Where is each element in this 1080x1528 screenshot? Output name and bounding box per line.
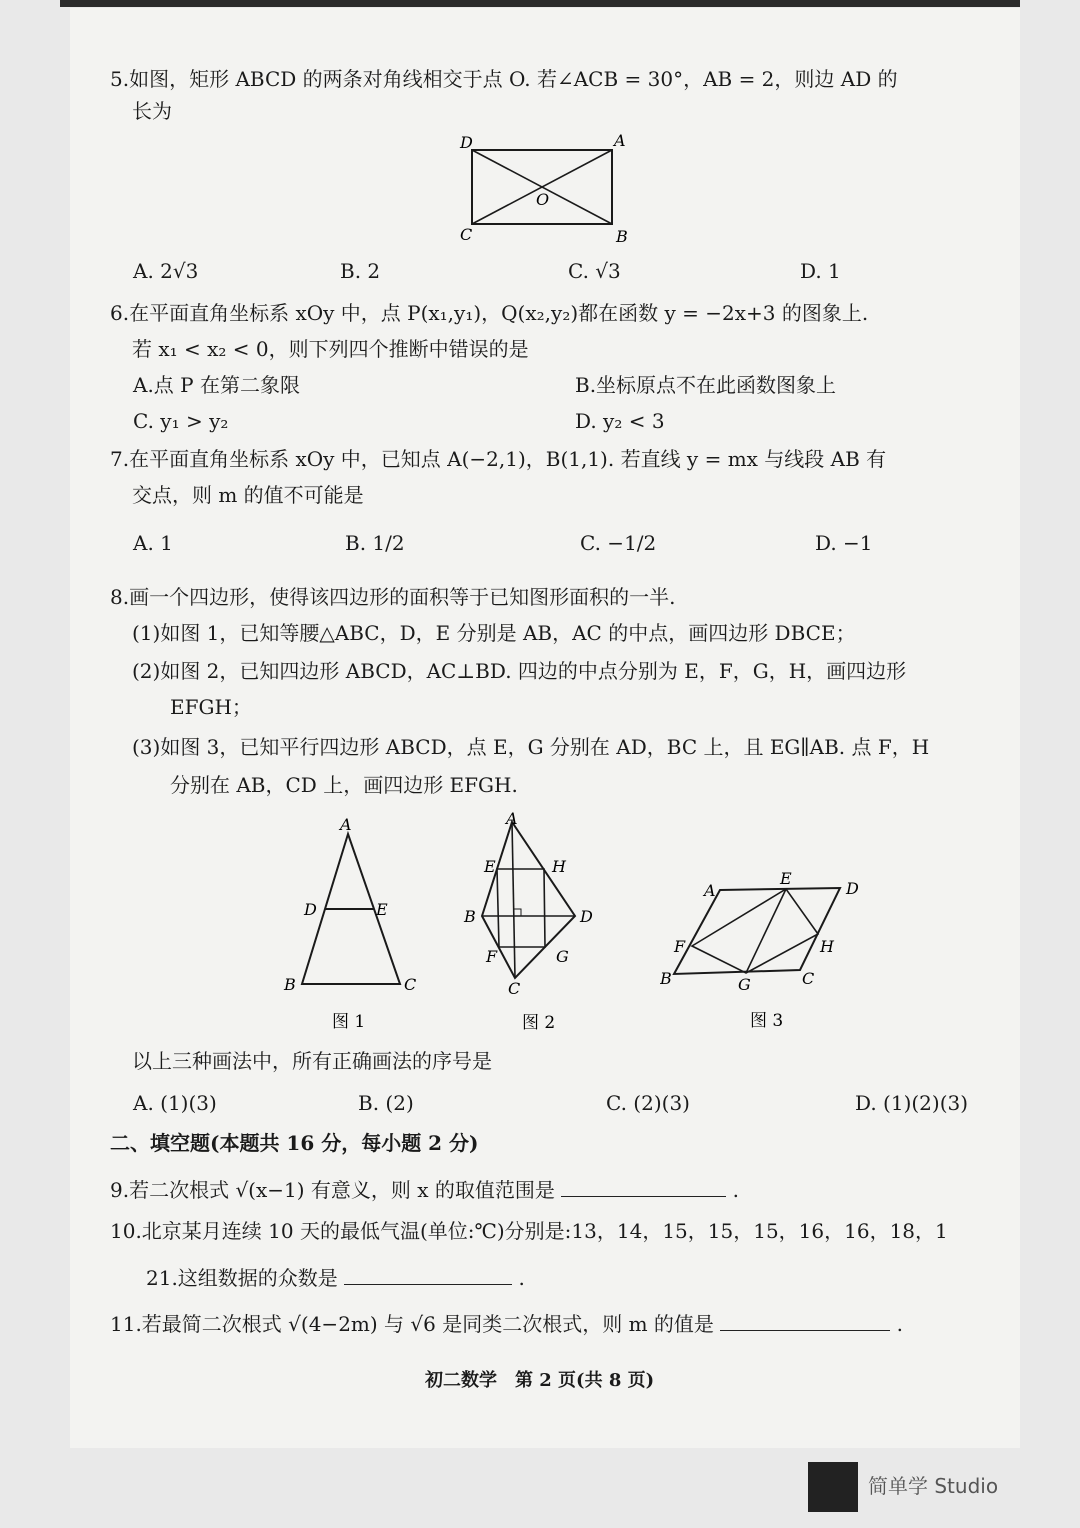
q5-line1: 5.如图，矩形 ABCD 的两条对角线相交于点 O. 若∠ACB = 30°，AB = 2，则边 AD 的 — [110, 67, 898, 91]
q8-line4: EFGH； — [170, 695, 252, 719]
fig2-label-c: C — [508, 979, 521, 998]
q5-label-a: A — [614, 131, 626, 150]
qr-code-icon — [808, 1462, 858, 1512]
q9-line — [110, 1176, 739, 1203]
q10-line2 — [146, 1264, 525, 1291]
q5-option-d[interactable]: D. 1 — [800, 259, 841, 283]
q6-option-d[interactable]: D. y₂ < 3 — [575, 409, 665, 433]
q10-line1: 10.北京某月连续 10 天的最低气温(单位:℃)分别是:13，14，15，15，15，16，16，18，1 — [110, 1219, 948, 1243]
q6-option-b[interactable]: B.坐标原点不在此函数图象上 — [575, 373, 837, 397]
q8-option-c[interactable]: C. (2)(3) — [606, 1091, 690, 1115]
q7-line2: 交点，则 m 的值不可能是 — [132, 483, 364, 507]
fig2-label-d: D — [580, 907, 593, 926]
top-edge-bar — [60, 0, 1020, 7]
fig2-caption: 图 2 — [522, 1013, 556, 1033]
fig3-label-d: D — [846, 879, 859, 898]
q7-option-a[interactable]: A. 1 — [133, 531, 173, 555]
q8-line2: (1)如图 1，已知等腰△ABC，D，E 分别是 AB，AC 的中点，画四边形 DBCE； — [132, 621, 856, 645]
fig2-label-f: F — [486, 947, 498, 966]
q8-question: 以上三种画法中，所有正确画法的序号是 — [132, 1049, 492, 1073]
q8-line6: 分别在 AB，CD 上，画四边形 EFGH. — [170, 773, 518, 797]
q8-option-b[interactable]: B. (2) — [358, 1091, 414, 1115]
fig3-label-a: A — [704, 881, 716, 900]
fig1-label-c: C — [404, 975, 417, 994]
fig2-label-h: H — [552, 857, 566, 876]
q8-option-d[interactable]: D. (1)(2)(3) — [855, 1091, 969, 1115]
q5-label-d: D — [460, 133, 473, 152]
q5-option-c[interactable]: C. √3 — [568, 259, 621, 283]
q8-line3: (2)如图 2，已知四边形 ABCD，AC⊥BD. 四边的中点分别为 E，F，G，H，画四边形 — [132, 659, 907, 683]
q5-option-a[interactable]: A. 2√3 — [133, 259, 199, 283]
q9-period: . — [732, 1178, 739, 1202]
q11-text: 11.若最简二次根式 √(4−2m) 与 √6 是同类二次根式，则 m 的值是 — [110, 1312, 714, 1336]
q10-period: . — [518, 1266, 525, 1290]
fig1-label-b: B — [284, 975, 296, 994]
fig1-caption: 图 1 — [332, 1012, 366, 1032]
q8-figure-2 — [460, 808, 610, 1034]
watermark: 简单学 Studio — [868, 1474, 999, 1498]
q7-line1: 7.在平面直角坐标系 xOy 中，已知点 A(−2,1)，B(1,1). 若直线 y = mx 与线段 AB 有 — [110, 447, 887, 471]
q11-answer-blank[interactable] — [720, 1310, 890, 1331]
q8-option-a[interactable]: A. (1)(3) — [133, 1091, 217, 1115]
q8-line5: (3)如图 3，已知平行四边形 ABCD，点 E，G 分别在 AD，BC 上，且 EG∥AB. 点 F，H — [132, 735, 930, 759]
fig3-label-g: G — [738, 975, 751, 994]
q6-option-c[interactable]: C. y₁ > y₂ — [133, 409, 229, 433]
q11-period: . — [896, 1312, 903, 1336]
q6-option-a[interactable]: A.点 P 在第二象限 — [133, 373, 300, 397]
q5-figure-rectangle — [450, 128, 640, 248]
fig3-label-c: C — [802, 969, 815, 988]
fig3-label-h: H — [820, 937, 834, 956]
q7-option-b[interactable]: B. 1/2 — [345, 531, 405, 555]
q7-option-c[interactable]: C. −1/2 — [580, 531, 657, 555]
fig3-label-b: B — [660, 969, 672, 988]
fig3-label-e: E — [780, 870, 792, 888]
q8-figure-3 — [660, 870, 880, 1034]
fig3-caption: 图 3 — [750, 1011, 784, 1031]
q5-line2: 长为 — [132, 99, 172, 123]
q8-line1: 8.画一个四边形，使得该四边形的面积等于已知图形面积的一半. — [110, 585, 676, 609]
fig2-label-g: G — [556, 947, 569, 966]
q5-label-c: C — [460, 225, 473, 244]
page-footer: 初二数学 第 2 页(共 8 页) — [425, 1370, 655, 1391]
q5-option-b[interactable]: B. 2 — [340, 259, 381, 283]
fig3-label-f: F — [674, 937, 686, 956]
q8-figure-1 — [280, 812, 430, 1032]
q11-line — [110, 1310, 903, 1337]
fig2-label-e: E — [484, 857, 496, 876]
q6-line2: 若 x₁ < x₂ < 0，则下列四个推断中错误的是 — [132, 337, 529, 361]
q5-label-b: B — [616, 227, 628, 246]
fig1-label-a: A — [340, 815, 352, 834]
q9-answer-blank[interactable] — [561, 1176, 726, 1197]
q7-option-d[interactable]: D. −1 — [815, 531, 873, 555]
q5-label-o: O — [536, 190, 550, 209]
q9-text: 9.若二次根式 √(x−1) 有意义，则 x 的取值范围是 — [110, 1178, 555, 1202]
q6-line1: 6.在平面直角坐标系 xOy 中，点 P(x₁,y₁)，Q(x₂,y₂)都在函数 y = −2x+3 的图象上. — [110, 301, 869, 325]
fig2-label-b: B — [464, 907, 476, 926]
section-2-title: 二、填空题(本题共 16 分，每小题 2 分) — [110, 1131, 479, 1155]
q10-answer-blank[interactable] — [344, 1264, 512, 1285]
fig1-label-d: D — [304, 900, 317, 919]
fig1-label-e: E — [376, 900, 388, 919]
fig2-label-a: A — [506, 809, 518, 828]
q10-text: 21.这组数据的众数是 — [146, 1266, 338, 1290]
